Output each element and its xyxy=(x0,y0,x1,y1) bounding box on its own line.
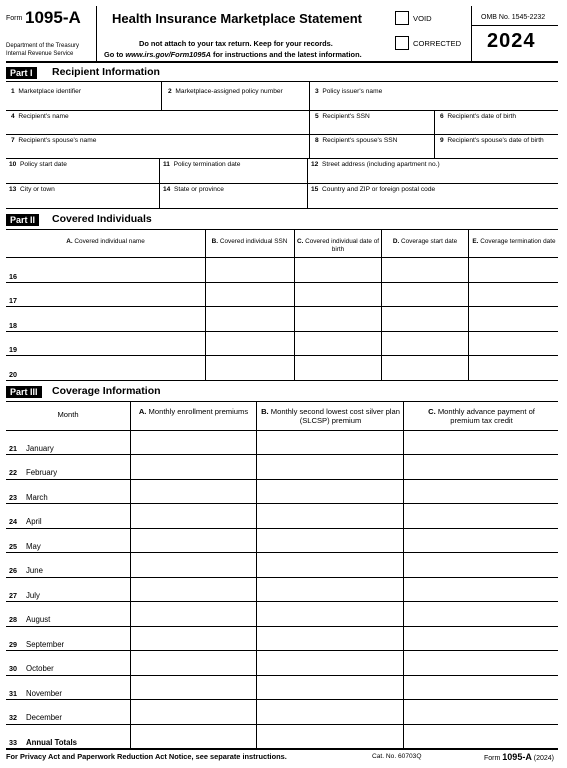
column-header-ssn: B. Covered individual SSN xyxy=(211,238,288,245)
rule xyxy=(6,724,558,725)
rule xyxy=(6,134,558,135)
table-row-number: 16 xyxy=(9,272,17,281)
table-row-number: 30 xyxy=(9,664,17,673)
part3-title: Coverage Information xyxy=(52,385,161,397)
irs-url-link[interactable]: www.irs.gov/Form1095A xyxy=(125,50,211,59)
month-label: March xyxy=(26,493,48,502)
table-row-number: 25 xyxy=(9,542,17,551)
rule xyxy=(6,61,558,63)
instruction-keep: Do not attach to your tax return. Keep for your records. xyxy=(139,39,333,48)
field-spouse-ssn[interactable]: 8 Recipient's spouse's SSN xyxy=(315,137,398,144)
rule xyxy=(6,401,558,402)
month-label: November xyxy=(26,689,62,698)
cell-divider xyxy=(434,110,435,158)
column-header-enrollment-premiums: A. Monthly enrollment premiums xyxy=(138,407,249,416)
cell-divider xyxy=(468,230,469,380)
header-divider xyxy=(96,6,97,62)
month-label: August xyxy=(26,615,51,624)
form-title: Health Insurance Marketplace Statement xyxy=(112,11,362,26)
cell-divider xyxy=(130,402,131,748)
rule xyxy=(6,479,558,480)
dept-treasury: Department of the Treasury xyxy=(6,43,80,49)
footer-form-id: Form 1095-A (2024) xyxy=(484,752,555,762)
void-checkbox[interactable] xyxy=(395,11,409,25)
month-label: September xyxy=(26,640,65,649)
column-header-advance-payment: C. Monthly advance payment of premium tax credit xyxy=(428,407,535,425)
rule xyxy=(6,650,558,651)
rule xyxy=(6,306,558,307)
omb-number: OMB No. 1545-2232 xyxy=(481,14,546,21)
column-header-name: A. Covered individual name xyxy=(66,238,145,245)
month-label: January xyxy=(26,444,54,453)
month-label: April xyxy=(26,517,42,526)
column-header-slcsp-premium: B. Monthly second lowest cost silver plan (SLCSP) premium xyxy=(261,407,400,425)
rule xyxy=(6,430,558,431)
rule xyxy=(6,380,558,381)
cell-divider xyxy=(256,402,257,748)
table-row-number: 32 xyxy=(9,713,17,722)
field-recipient-dob[interactable]: 6 Recipient's date of birth xyxy=(440,113,517,120)
month-label: December xyxy=(26,713,62,722)
table-row-number: 19 xyxy=(9,345,17,354)
rule xyxy=(6,699,558,700)
table-row-number: 24 xyxy=(9,517,17,526)
rule xyxy=(6,601,558,602)
table-row-number: 26 xyxy=(9,566,17,575)
cell-divider xyxy=(294,230,295,380)
rule xyxy=(6,282,558,283)
table-row-number: 29 xyxy=(9,640,17,649)
header-divider xyxy=(471,25,558,26)
month-label: February xyxy=(26,468,58,477)
cell-divider xyxy=(309,110,310,158)
tax-year: 2024 xyxy=(487,30,536,52)
field-spouse-name[interactable]: 7 Recipient's spouse's name xyxy=(11,137,97,144)
privacy-notice: For Privacy Act and Paperwork Reduction Act Notice, see separate instructions. xyxy=(6,752,287,761)
table-row-number: 20 xyxy=(9,370,17,379)
rule xyxy=(6,552,558,553)
rule xyxy=(6,81,558,82)
field-street-address[interactable]: 12 Street address (including apartment no.) xyxy=(311,161,440,168)
cell-divider xyxy=(307,158,308,208)
form-number: 1095-A xyxy=(25,8,81,27)
corrected-label: CORRECTED xyxy=(413,39,462,48)
void-label: VOID xyxy=(413,14,432,23)
rule xyxy=(6,528,558,529)
table-row-number: 23 xyxy=(9,493,17,502)
month-label: July xyxy=(26,591,40,600)
instruction-url-line: Go to www.irs.gov/Form1095A for instructions and the latest information. xyxy=(104,50,362,59)
catalog-number: Cat. No. 60703Q xyxy=(372,753,422,760)
corrected-checkbox[interactable] xyxy=(395,36,409,50)
field-recipient-name[interactable]: 4 Recipient's name xyxy=(11,113,69,120)
rule xyxy=(6,257,558,258)
part1-title: Recipient Information xyxy=(52,66,160,78)
part2-tag: Part II xyxy=(6,214,39,226)
column-header-coverage-start: D. Coverage start date xyxy=(392,238,458,245)
part3-tag: Part III xyxy=(6,386,42,398)
month-label: October xyxy=(26,664,54,673)
column-header-coverage-termination: E. Coverage termination date xyxy=(472,238,556,245)
cell-divider xyxy=(205,230,206,380)
rule xyxy=(6,748,558,750)
column-header-month: Month xyxy=(57,410,79,419)
header-divider xyxy=(471,6,472,62)
rule xyxy=(6,503,558,504)
irs-name: Internal Revenue Service xyxy=(6,51,74,57)
table-row-number: 22 xyxy=(9,468,17,477)
field-policy-issuer[interactable]: 3 Policy issuer's name xyxy=(315,88,383,95)
table-row-number: 17 xyxy=(9,296,17,305)
table-row-number: 28 xyxy=(9,615,17,624)
field-recipient-ssn[interactable]: 5 Recipient's SSN xyxy=(315,113,370,120)
form-word: Form xyxy=(6,15,23,22)
rule xyxy=(6,331,558,332)
field-policy-start-date[interactable]: 10 Policy start date xyxy=(9,161,67,168)
field-city[interactable]: 13 City or town xyxy=(9,186,55,193)
table-row-number: 21 xyxy=(9,444,17,453)
field-country-zip[interactable]: 15 Country and ZIP or foreign postal code xyxy=(311,186,436,193)
month-label: June xyxy=(26,566,43,575)
cell-divider xyxy=(381,230,382,380)
column-header-dob: C. Covered individual date of birth xyxy=(296,238,380,253)
rule xyxy=(6,158,558,159)
rule xyxy=(6,675,558,676)
table-row-number: 31 xyxy=(9,689,17,698)
table-row-number: 27 xyxy=(9,591,17,600)
month-label: May xyxy=(26,542,41,551)
rule xyxy=(6,626,558,627)
cell-divider xyxy=(403,402,404,748)
field-marketplace-identifier[interactable]: 1 Marketplace identifier xyxy=(11,88,82,95)
cell-divider xyxy=(309,82,310,110)
field-state[interactable]: 14 State or province xyxy=(163,186,224,193)
cell-divider xyxy=(161,82,162,110)
rule xyxy=(6,355,558,356)
rule xyxy=(6,110,558,111)
rule xyxy=(6,229,558,230)
month-label: Annual Totals xyxy=(26,738,77,747)
rule xyxy=(6,577,558,578)
rule xyxy=(6,208,558,209)
table-row-number: 18 xyxy=(9,321,17,330)
part2-title: Covered Individuals xyxy=(52,213,152,225)
field-policy-number[interactable]: 2 Marketplace-assigned policy number xyxy=(168,88,283,95)
rule xyxy=(6,454,558,455)
cell-divider xyxy=(159,158,160,208)
field-spouse-dob[interactable]: 9 Recipient's spouse's date of birth xyxy=(440,137,544,144)
field-policy-termination-date[interactable]: 11 Policy termination date xyxy=(163,161,241,168)
table-row-number: 33 xyxy=(9,738,17,747)
part1-tag: Part I xyxy=(6,67,37,79)
rule xyxy=(6,183,558,184)
